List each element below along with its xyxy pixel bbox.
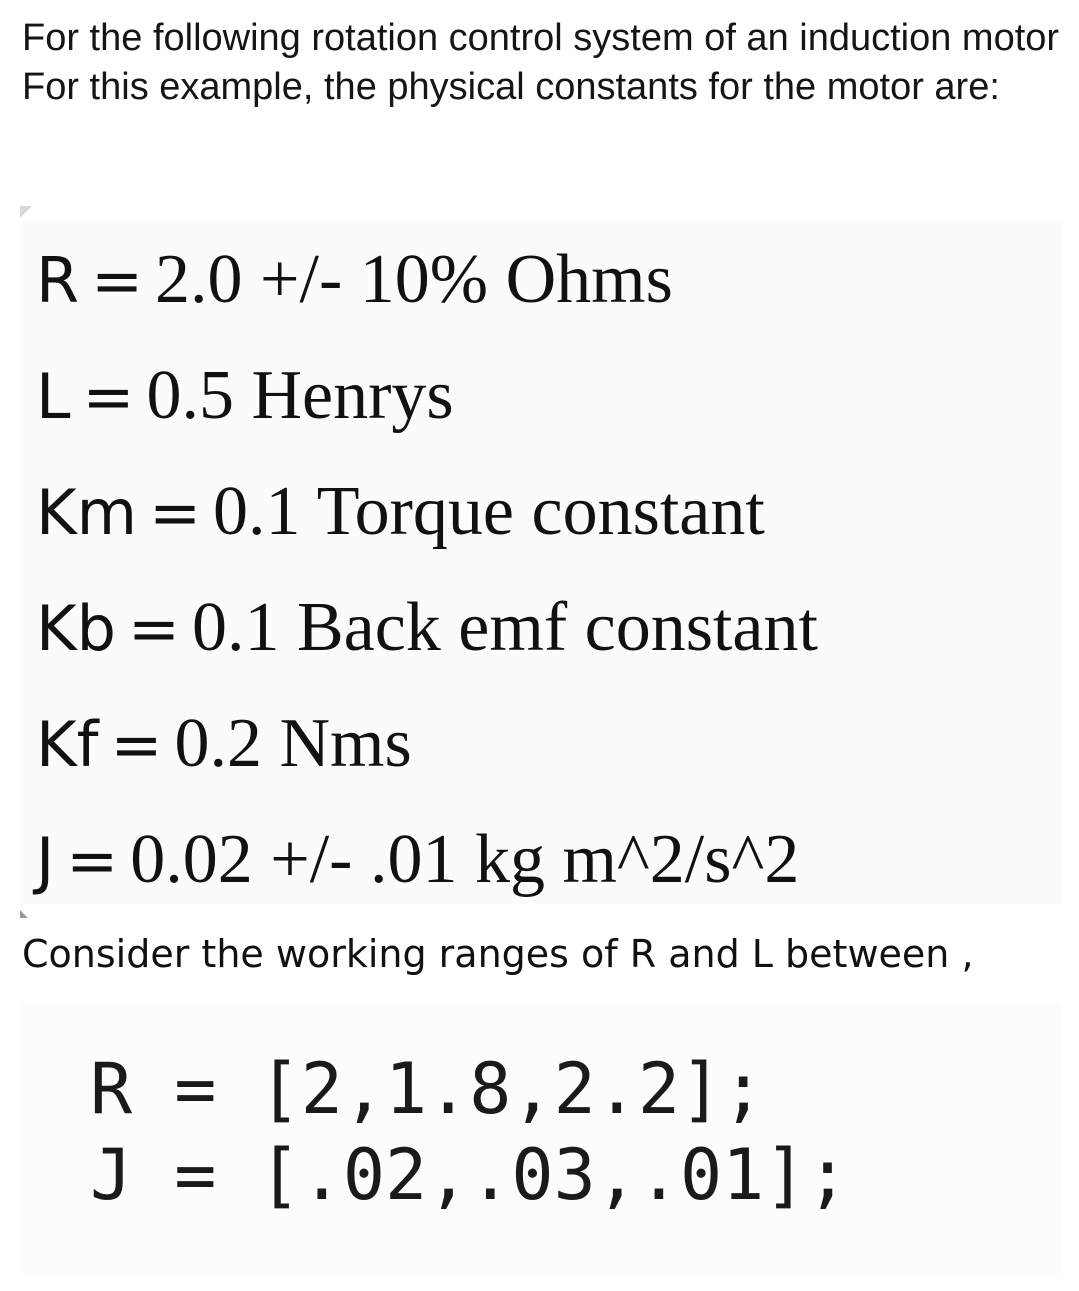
equals-sign: = [91,244,144,317]
constant-symbol: Kf [36,708,99,781]
equals-sign: = [82,360,135,433]
code-line-r: R = [2,1.8,2.2]; [90,1048,765,1130]
constant-value: 0.02 +/- .01 kg m^2/s^2 [130,821,800,898]
constant-row-l [36,356,454,436]
equals-sign: = [110,708,163,781]
constant-value: 0.1 Back emf constant [191,589,818,666]
constant-value: 0.5 Henrys [146,357,454,434]
constant-value: 0.2 Nms [174,705,412,782]
constant-symbol: L [36,360,71,433]
intro-line-1: For the following rotation control system of an induction motor [22,17,1060,59]
intro-line-2: For this example, the physical constants for the motor are: [22,66,1000,108]
constant-row-kf [36,704,412,784]
constant-value: 0.1 Torque constant [213,473,765,550]
equals-sign: = [66,824,119,897]
image-corner-marker [20,910,28,918]
constant-row-kb [36,588,818,668]
intro-text [22,14,1062,112]
constant-symbol: R [36,244,80,317]
code-line-j: J = [.02,.03,.01]; [90,1134,849,1216]
constant-symbol: Km [36,476,138,549]
image-corner-marker [20,206,32,218]
code-snippet-image [22,1004,1062,1274]
constant-value: 2.0 +/- 10% Ohms [155,241,673,318]
constant-row-r [36,240,673,320]
working-ranges-text: Consider the working ranges of R and L between , [22,932,974,976]
constant-row-j [36,820,799,900]
equals-sign: = [149,476,202,549]
constant-row-km [36,472,765,552]
constant-symbol: Kb [36,592,117,665]
motor-constants-image [22,222,1062,904]
equals-sign: = [128,592,180,665]
constant-symbol: J [36,824,55,897]
